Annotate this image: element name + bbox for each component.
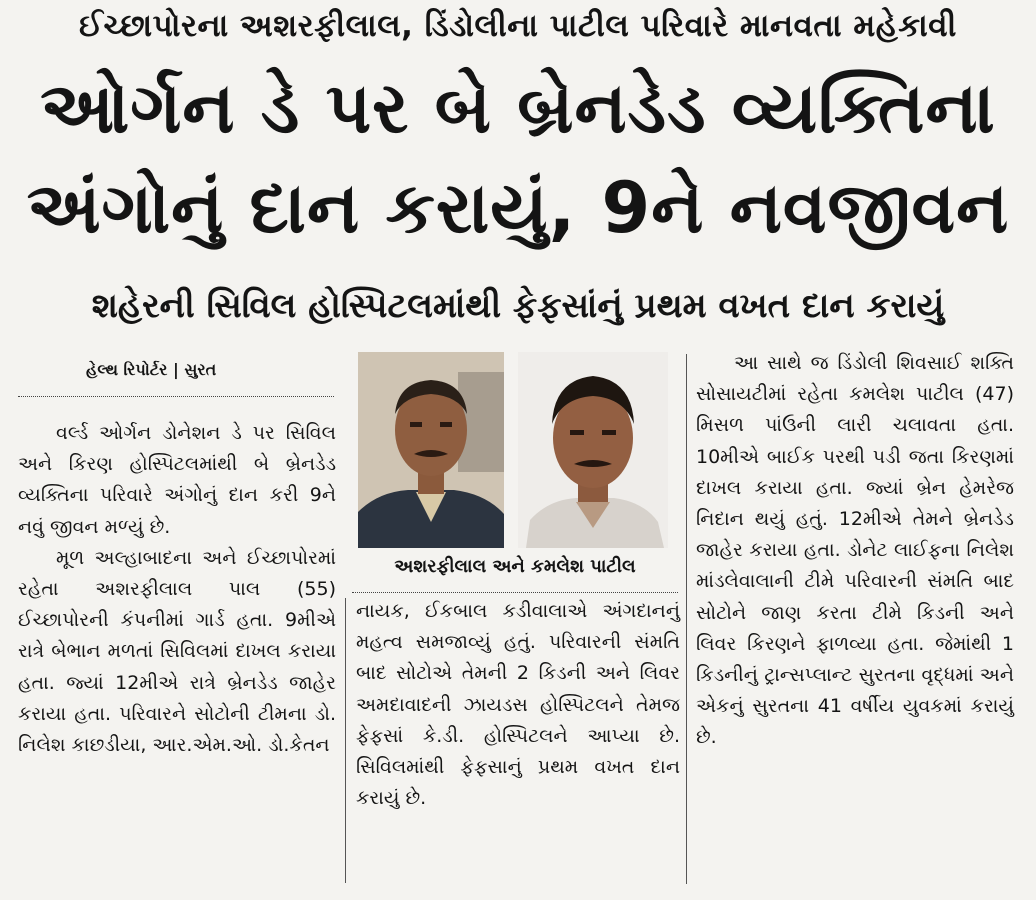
person-portrait-icon <box>358 352 504 548</box>
column-divider-1 <box>345 598 346 883</box>
byline: હેલ્થ રિપોર્ટર | સુરત <box>86 360 217 379</box>
column-1 <box>18 418 336 761</box>
photo-kamlesh-patil <box>518 352 668 548</box>
column-3 <box>696 348 1014 754</box>
column-2 <box>356 596 680 814</box>
subheadline: શહેરની સિવિલ હોસ્પિટલમાંથી ફેફસાંનું પ્રથમ વખત દાન કરાયું <box>91 286 945 326</box>
column-1-paragraph-1: વર્લ્ડ ઓર્ગન ડોનેશન ડે પર સિવિલ અને કિરણ હોસ્પિટલમાંથી બે બ્રેનડેડ વ્યક્તિના પરિવારે અંગોનું દાન કરી 9ને નવું જીવન મળ્યું છે. <box>18 422 336 538</box>
photo-caption: અશરફીલાલ અને કમલેશ પાટીલ <box>394 556 636 577</box>
headline-line-2: અંગોનું દાન કરાયું, 9ને નવજીવન <box>26 167 1010 249</box>
column-divider-2 <box>686 354 687 884</box>
column-3-paragraph: આ સાથે જ ડિંડોલી શિવસાઈ શક્તિ સોસાયટીમાં રહેતા કમલેશ પાટીલ (47) મિસળ પાંઉની લારી ચલાવતા હતા. 10મીએ બાઈક પરથી પડી જતા કિરણમાં દાખલ કરાયા હતા. જ્યાં બ્રેન હેમરેજ નિદાન થયું હતું. 12મીએ તેમને બ્રેનડેડ જાહેર કરાયા હતા. ડોનેટ લાઈફના નિલેશ માંડલેવાલાની ટીમે પરિવારની સંમતિ બાદ સોટોને જાણ કરતા ટીમે કિડની અને લિવર કિરણને ફાળવ્યા હતા. જેમાંથી 1 કિડનીનું ટ્રાન્સપ્લાન્ટ સુરતના વૃદ્ધમાં અને એકનું સુરતના 41 વર્ષીય યુવકમાં કરાયું છે. <box>696 352 1014 749</box>
byline-divider <box>18 396 334 397</box>
person-portrait-icon <box>518 352 668 548</box>
caption-divider <box>352 592 678 593</box>
photo-ashrafilal <box>358 352 504 548</box>
headline-line-1: ઓર્ગન ડે પર બે બ્રેનડેડ વ્યક્તિના <box>40 67 996 149</box>
column-2-paragraph: નાયક, ઈકબાલ કડીવાલાએ અંગદાનનું મહત્વ સમજાવ્યું હતું. પરિવારની સંમતિ બાદ સોટોએ તેમની 2 કિડની અને લિવર અમદાવાદની ઝાયડસ હોસ્પિટલને તેમજ ફેફસાં કે.ડી. હોસ્પિટલને આપ્યા છે. સિવિલમાંથી ફેફસાનું પ્રથમ વખત દાન કરાયું છે. <box>356 600 680 810</box>
kicker-line: ઈચ્છાપોરના અશરફીલાલ, ડિંડોલીના પાટીલ પરિવારે માનવતા મહેકાવી <box>79 8 957 44</box>
column-1-paragraph-2: મૂળ અલ્હાબાદના અને ઈચ્છાપોરમાં રહેતા અશરફીલાલ પાલ (55) ઈચ્છાપોરની કંપનીમાં ગાર્ડ હતા. 9મીએ રાત્રે બેભાન મળતાં સિવિલમાં દાખલ કરાયા હતા. જ્યાં 12મીએ રાત્રે બ્રેનડેડ જાહેર કરાયા હતા. પરિવારને સોટોની ટીમના ડો. નિલેશ કાછડીયા, આર.એમ.ઓ. ડો.કેતન <box>18 546 336 757</box>
